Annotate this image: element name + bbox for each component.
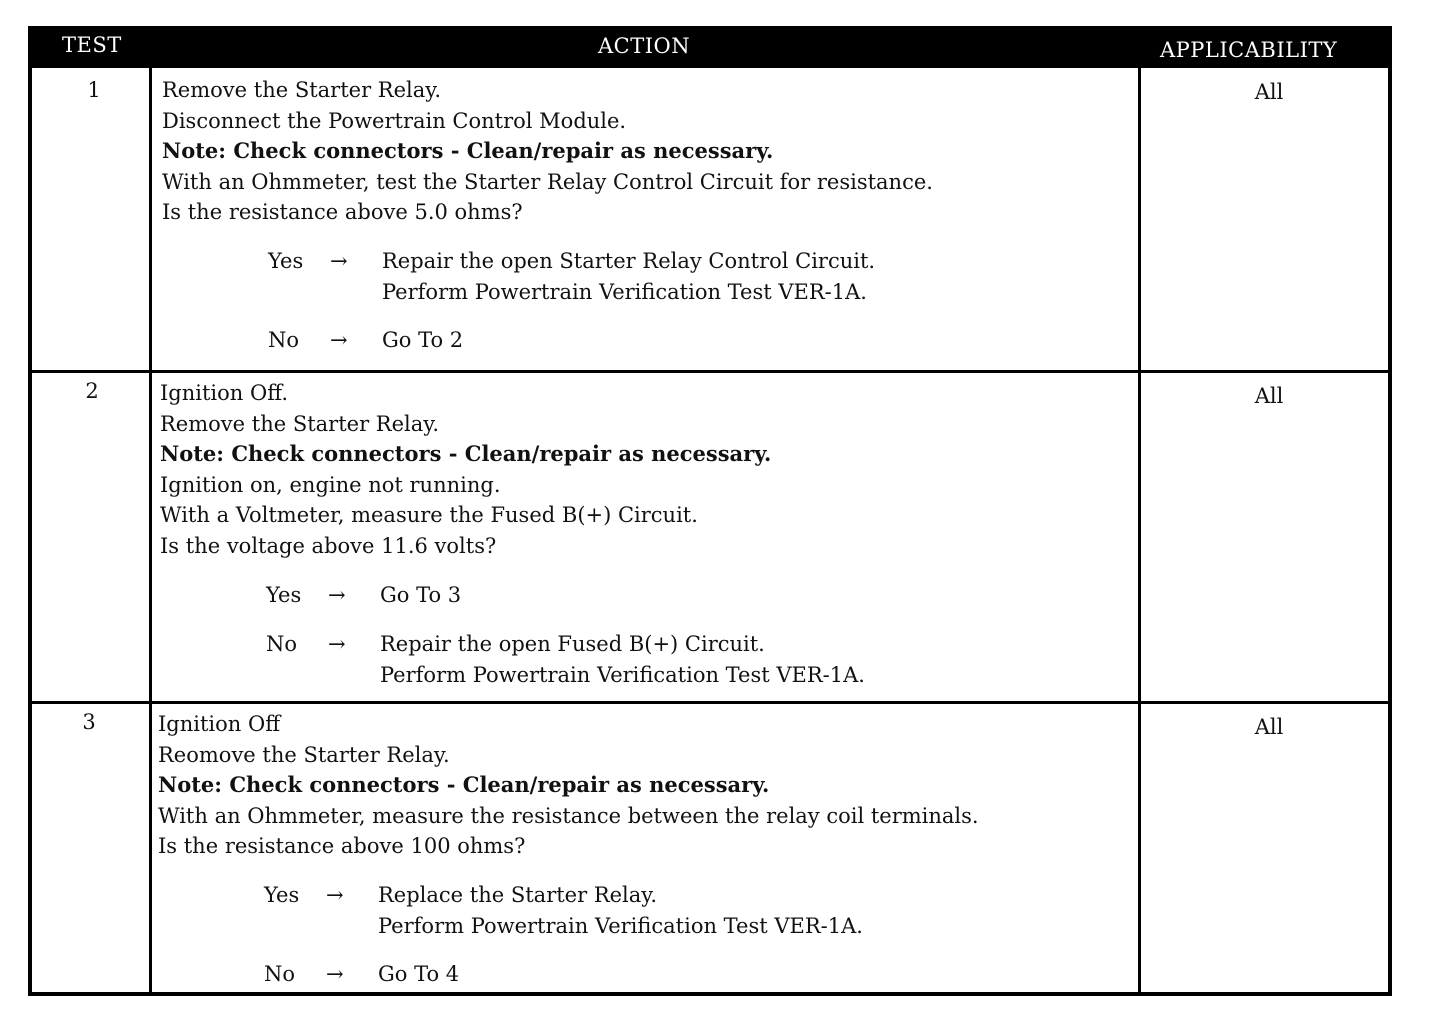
header-applicability: APPLICABILITY [1160,38,1338,62]
applicability-value: All [1254,715,1284,739]
answer-line: Repair the open Starter Relay Control Circuit. [382,249,876,273]
answer-label: Yes [268,249,304,273]
answer-line: Perform Powertrain Verification Test VER-1A. [378,913,863,938]
answer-text: Go To 3 [380,583,462,607]
table-row [32,68,1388,370]
action-line: Ignition Off. [160,381,289,405]
answer-label: Yes [264,883,300,907]
answer-label: No [266,632,298,656]
arrow-icon: → [326,883,344,907]
answer-line: Perform Powertrain Verification Test VER-1A. [380,662,865,687]
answer-label: No [264,962,296,986]
answer-line: Perform Powertrain Verification Test VER-1A. [382,279,867,304]
action-line: Remove the Starter Relay. [160,411,440,436]
action-line: Ignition on, engine not running. [160,472,501,497]
action-line: Ignition Off [158,712,281,736]
test-number: 1 [87,78,101,102]
answer-line: Replace the Starter Relay. [378,883,658,907]
answer-text: Go To 4 [378,962,460,986]
action-line: Reomove the Starter Relay. [158,742,450,767]
answer-text [382,246,875,307]
applicability-value: All [1254,80,1284,104]
test-number: 3 [82,710,96,734]
arrow-icon: → [326,962,344,986]
action-line: Is the voltage above 11.6 volts? [160,533,497,558]
table-row [32,370,1388,701]
test-number: 2 [85,379,99,403]
action-text [160,378,771,561]
note-line: Note: Check connectors - Clean/repair as necessary. [160,441,772,466]
action-line: With an Ohmmeter, measure the resistance between the relay coil terminals. [158,803,979,828]
arrow-icon: → [330,328,348,352]
answer-text [378,880,863,941]
table-header [32,30,1388,68]
action-text [158,709,979,862]
answer-label: Yes [266,583,302,607]
answer-line: Repair the open Fused B(+) Circuit. [380,632,765,656]
answer-text: Go To 2 [382,328,464,352]
action-line: Is the resistance above 5.0 ohms? [162,200,523,224]
header-test: TEST [62,33,122,57]
header-action: ACTION [598,34,691,58]
arrow-icon: → [330,249,348,273]
action-text [162,75,933,228]
applicability-value: All [1254,384,1284,408]
diagnostic-test-table [28,26,1392,996]
arrow-icon: → [328,632,346,656]
action-line: Disconnect the Powertrain Control Module. [162,108,627,133]
note-line: Note: Check connectors - Clean/repair as necessary. [158,772,770,797]
action-line: Is the resistance above 100 ohms? [158,834,526,858]
note-line: Note: Check connectors - Clean/repair as necessary. [162,138,774,163]
answer-label: No [268,328,300,352]
action-line: With an Ohmmeter, test the Starter Relay Control Circuit for resistance. [162,169,933,194]
action-line: Remove the Starter Relay. [162,78,442,102]
answer-text [380,629,865,690]
arrow-icon: → [328,583,346,607]
action-line: With a Voltmeter, measure the Fused B(+) Circuit. [160,503,698,527]
table-row [32,701,1388,992]
